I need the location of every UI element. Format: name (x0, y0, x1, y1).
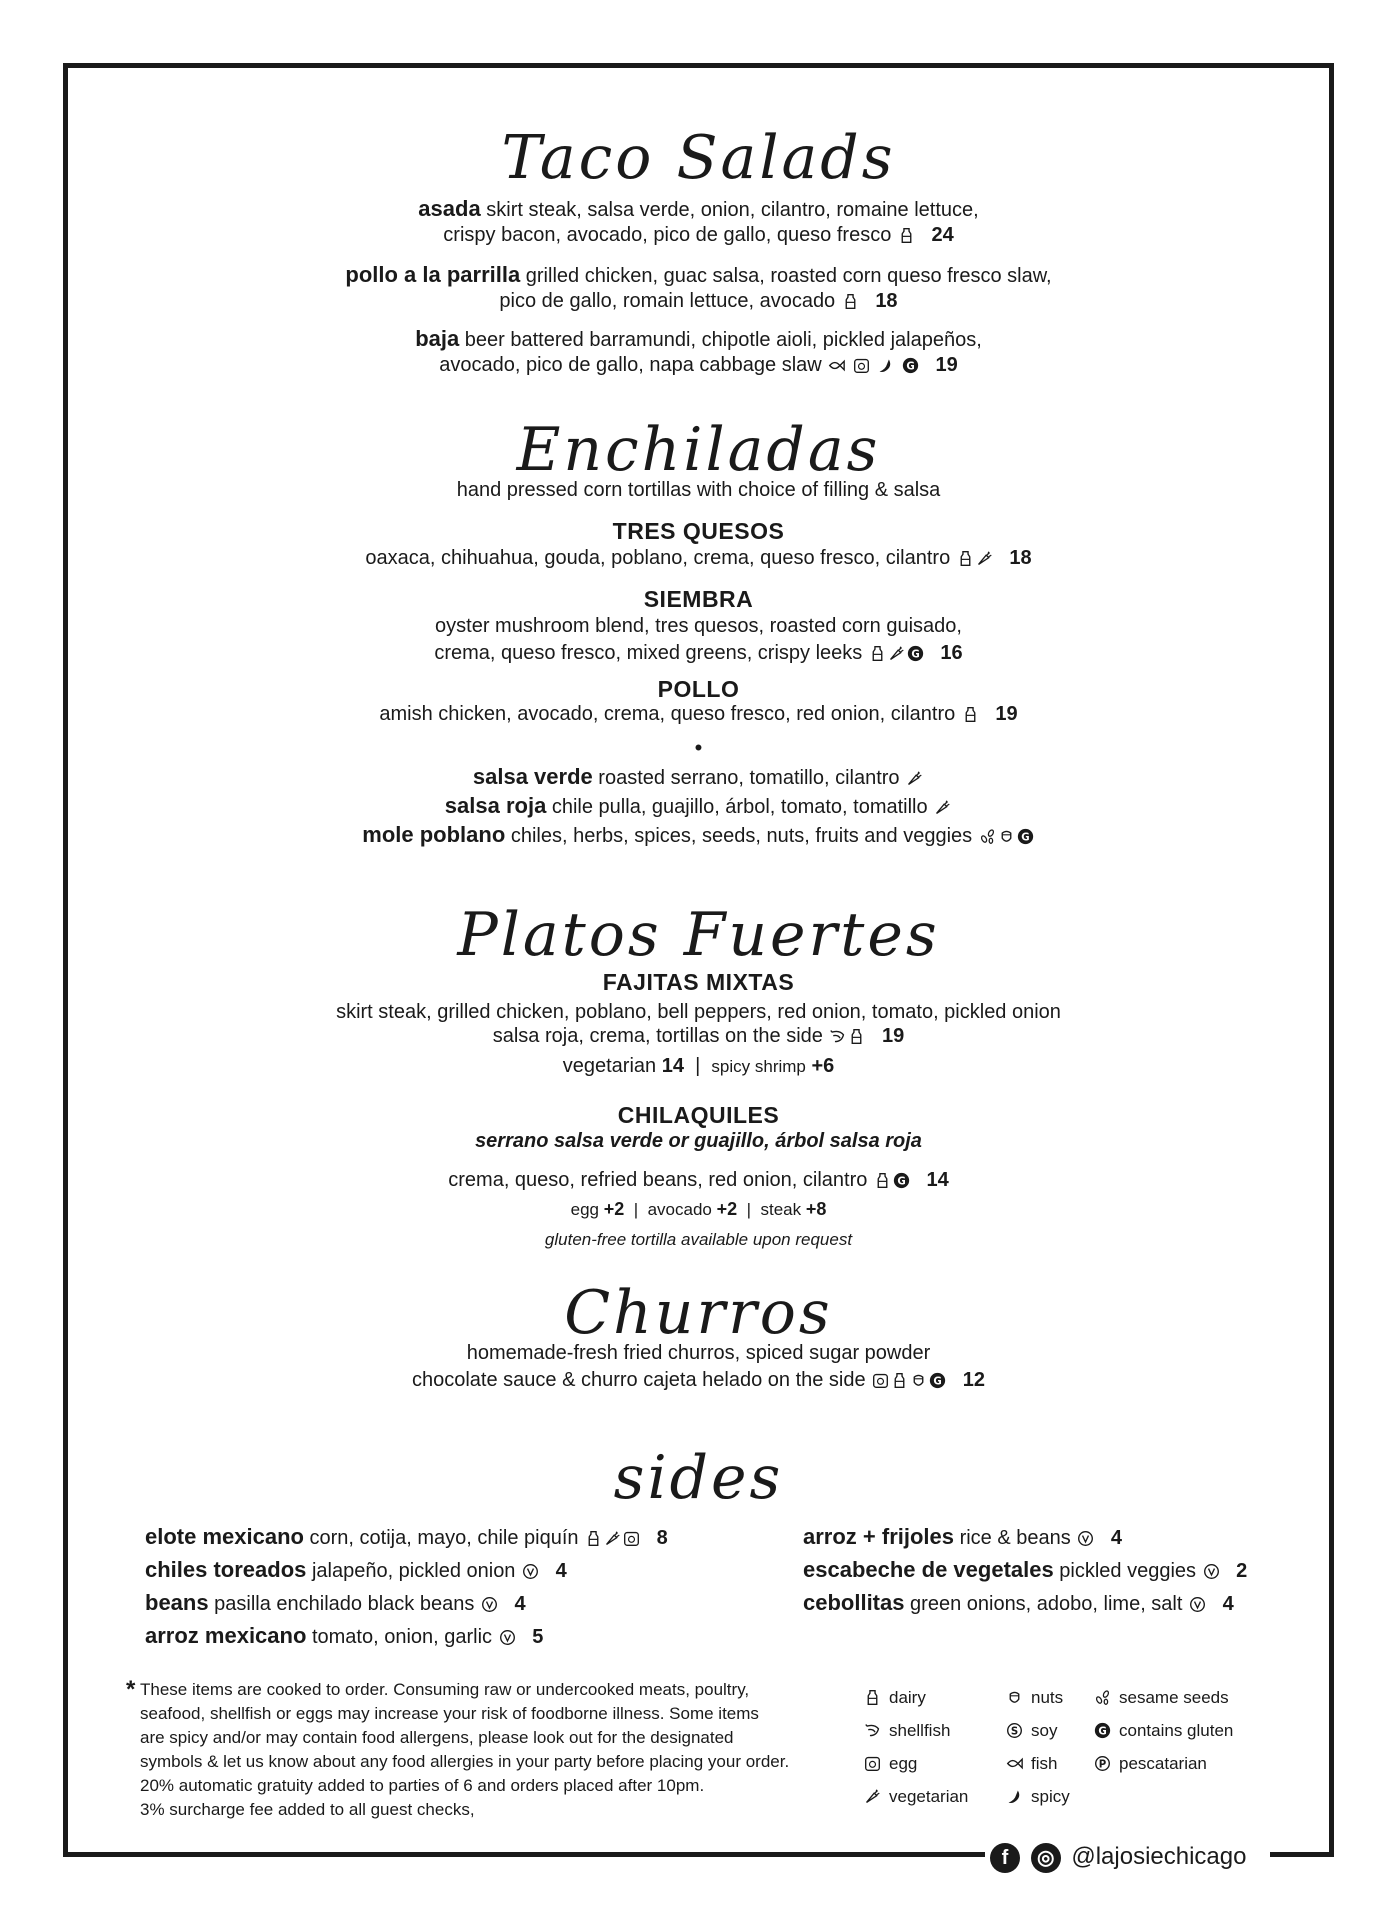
item-name: salsa roja (444, 793, 547, 818)
nuts-icon (910, 1372, 927, 1389)
dairy-icon (848, 1028, 865, 1045)
side-item: cebollitas green onions, adobo, lime, salt 4 (803, 1590, 1234, 1615)
section-title-taco-salads: Taco Salads (501, 123, 896, 193)
side-item: elote mexicano corn, cotija, mayo, chile piquín 8 (145, 1524, 668, 1549)
vegetarian-icon (604, 1530, 621, 1547)
churros-line2: chocolate sauce & churro cajeta helado on the side 12 (411, 1369, 985, 1391)
social-handle (990, 1840, 1246, 1874)
pescatarian-icon (1094, 1755, 1111, 1772)
menu-item-asada-line2: crispy bacon, avocado, pico de gallo, queso fresco 24 (443, 224, 954, 246)
nuts-icon (1006, 1689, 1023, 1706)
vegan-icon (1077, 1530, 1094, 1547)
filling-siembra-name: SIEMBRA (643, 586, 754, 612)
sides-left-column (145, 1521, 668, 1653)
item-price: 12 (962, 1369, 985, 1391)
gluten-icon (1094, 1722, 1111, 1739)
vegetarian-icon (934, 799, 951, 816)
dairy-icon (874, 1172, 891, 1189)
item-price: 19 (882, 1025, 905, 1047)
gluten-icon (1017, 828, 1034, 845)
sides-right-column (803, 1521, 1247, 1620)
fish-icon (1006, 1755, 1023, 1772)
legend-dairy: dairy (863, 1681, 968, 1714)
legend-column-2 (1005, 1681, 1070, 1813)
menu-item-asada: asada skirt steak, salsa verde, onion, cilantro, romaine lettuce, (418, 196, 979, 221)
item-price: 14 (926, 1169, 949, 1191)
egg-icon (853, 357, 870, 374)
filling-siembra-line1: oyster mushroom blend, tres quesos, roasted corn guisado, (435, 615, 962, 637)
side-item: chiles toreados jalapeño, pickled onion 4 (145, 1557, 567, 1582)
section-title-enchiladas: Enchiladas (516, 415, 881, 485)
dairy-icon (898, 227, 915, 244)
sesame-icon (1094, 1689, 1111, 1706)
menu-item-baja-line2: avocado, pico de gallo, napa cabbage slaw 19 (439, 354, 958, 376)
section-title-sides: sides (613, 1443, 784, 1513)
vegan-icon (522, 1563, 539, 1580)
chilaquiles-name: CHILAQUILES (617, 1102, 780, 1128)
separator-dot: • (694, 735, 703, 760)
item-price: 19 (935, 354, 958, 376)
legend-pescatarian: pescatarian (1093, 1747, 1233, 1780)
facebook-icon[interactable]: f (990, 1843, 1020, 1873)
salsa-roja: salsa roja chile pulla, guajillo, árbol, tomato, tomatillo (63, 792, 1334, 821)
dairy-icon (891, 1372, 908, 1389)
egg-icon (864, 1755, 881, 1772)
legend-spicy: spicy (1005, 1780, 1070, 1813)
filling-tres-quesos-name: TRES QUESOS (612, 518, 785, 544)
legend-vegetarian: vegetarian (863, 1780, 968, 1813)
filling-tres-quesos: oaxaca, chihuahua, gouda, poblano, crema, queso fresco, cilantro 18 (365, 547, 1032, 569)
enchiladas-intro: hand pressed corn tortillas with choice of filling & salsa (456, 479, 941, 501)
fish-icon (828, 357, 845, 374)
legend-sesame: sesame seeds (1093, 1681, 1233, 1714)
dairy-icon (957, 550, 974, 567)
vegan-icon (1189, 1596, 1206, 1613)
vegetarian-icon (976, 550, 993, 567)
chilaquiles-note: gluten-free tortilla available upon request (544, 1230, 853, 1249)
chilaquiles-addons: egg +2 | avocado +2 | steak +8 (570, 1199, 827, 1219)
vegan-icon (481, 1596, 498, 1613)
side-item: arroz + frijoles rice & beans 4 (803, 1524, 1122, 1549)
menu-item-baja: baja beer battered barramundi, chipotle aioli, pickled jalapeños, (415, 326, 982, 351)
chilaquiles-desc: crema, queso, refried beans, red onion, cilantro 14 (448, 1169, 949, 1191)
menu-item-pollo-parrilla: pollo a la parrilla grilled chicken, guac salsa, roasted corn queso fresco slaw, (345, 262, 1052, 287)
item-name: baja (415, 326, 460, 351)
mole-poblano: mole poblano chiles, herbs, spices, seeds, nuts, fruits and veggies (63, 821, 1334, 850)
legend-gluten: contains gluten (1093, 1714, 1233, 1747)
side-item: arroz mexicano tomato, onion, garlic 5 (145, 1623, 544, 1648)
legend-egg: egg (863, 1747, 968, 1780)
item-name: salsa verde (472, 764, 593, 789)
soy-icon (1006, 1722, 1023, 1739)
side-item: beans pasilla enchilado black beans 4 (145, 1590, 526, 1615)
section-title-platos-fuertes: Platos Fuertes (457, 900, 940, 970)
vegetarian-icon (888, 645, 905, 662)
instagram-icon[interactable]: ◎ (1031, 1843, 1061, 1873)
sesame-icon (979, 828, 996, 845)
item-price: 24 (931, 224, 954, 246)
churros-line1: homemade-fresh fried churros, spiced sugar powder (466, 1342, 931, 1364)
legend-nuts: nuts (1005, 1681, 1070, 1714)
shellfish-icon (829, 1028, 846, 1045)
shellfish-icon (864, 1722, 881, 1739)
legend-column-1 (863, 1681, 968, 1813)
fajitas-line1: skirt steak, grilled chicken, poblano, bell peppers, red onion, tomato, pickled onion (336, 1001, 1061, 1023)
legend-fish: fish (1005, 1747, 1070, 1780)
legend-shellfish: shellfish (863, 1714, 968, 1747)
spicy-icon (1006, 1788, 1023, 1805)
dairy-icon (869, 645, 886, 662)
vegetarian-icon (864, 1788, 881, 1805)
item-name: mole poblano (362, 822, 506, 847)
fajitas-name: FAJITAS MIXTAS (602, 969, 795, 995)
dairy-icon (585, 1530, 602, 1547)
disclaimer-text: These items are cooked to order. Consuming raw or undercooked meats, poultry, seafood, shellfish or eggs may increase your risk of foodborne illness. Some items are spicy and/or may contain food allergens, please look out for the designated symbols & let us know about any food allergies in your party before placing your order. 20% automatic gratuity added to parties of 6 and orders placed after 10pm. 3% surcharge fee added to all guest checks, (140, 1680, 790, 1819)
instagram-handle[interactable]: @lajosiechicago (1071, 1843, 1247, 1870)
filling-siembra-line2: crema, queso fresco, mixed greens, crispy leeks 16 (434, 642, 963, 664)
egg-icon (623, 1530, 640, 1547)
dairy-icon (842, 293, 859, 310)
item-price: 19 (995, 703, 1018, 725)
disclaimer-asterisk: * (126, 1676, 136, 1703)
gluten-icon (893, 1172, 910, 1189)
legend-soy: soy (1005, 1714, 1070, 1747)
dairy-icon (864, 1689, 881, 1706)
gluten-icon (929, 1372, 946, 1389)
item-name: pollo a la parrilla (345, 262, 521, 287)
section-title-churros: Churros (564, 1278, 833, 1348)
chilaquiles-subtitle: serrano salsa verde or guajillo, árbol salsa roja (475, 1130, 922, 1152)
vegetarian-icon (906, 770, 923, 787)
item-name: asada (418, 196, 481, 221)
item-price: 18 (1009, 547, 1032, 569)
vegan-icon (499, 1629, 516, 1646)
menu-item-pollo-parrilla-line2: pico de gallo, romain lettuce, avocado 18 (499, 290, 898, 312)
spicy-icon (877, 357, 894, 374)
gluten-icon (902, 357, 919, 374)
salsa-verde: salsa verde roasted serrano, tomatillo, cilantro (63, 763, 1334, 792)
filling-pollo: amish chicken, avocado, crema, queso fresco, red onion, cilantro 19 (379, 703, 1018, 725)
vegan-icon (1203, 1563, 1220, 1580)
side-item: escabeche de vegetales pickled veggies 2 (803, 1557, 1248, 1582)
egg-icon (872, 1372, 889, 1389)
gluten-icon (907, 645, 924, 662)
fajitas-line2: salsa roja, crema, tortillas on the side 19 (492, 1025, 905, 1047)
item-price: 16 (940, 642, 963, 664)
fajitas-options: vegetarian 14 | spicy shrimp +6 (562, 1055, 835, 1077)
item-price: 18 (875, 290, 898, 312)
nuts-icon (998, 828, 1015, 845)
dairy-icon (962, 706, 979, 723)
legend-column-3 (1093, 1681, 1233, 1780)
filling-pollo-name: POLLO (657, 676, 740, 702)
